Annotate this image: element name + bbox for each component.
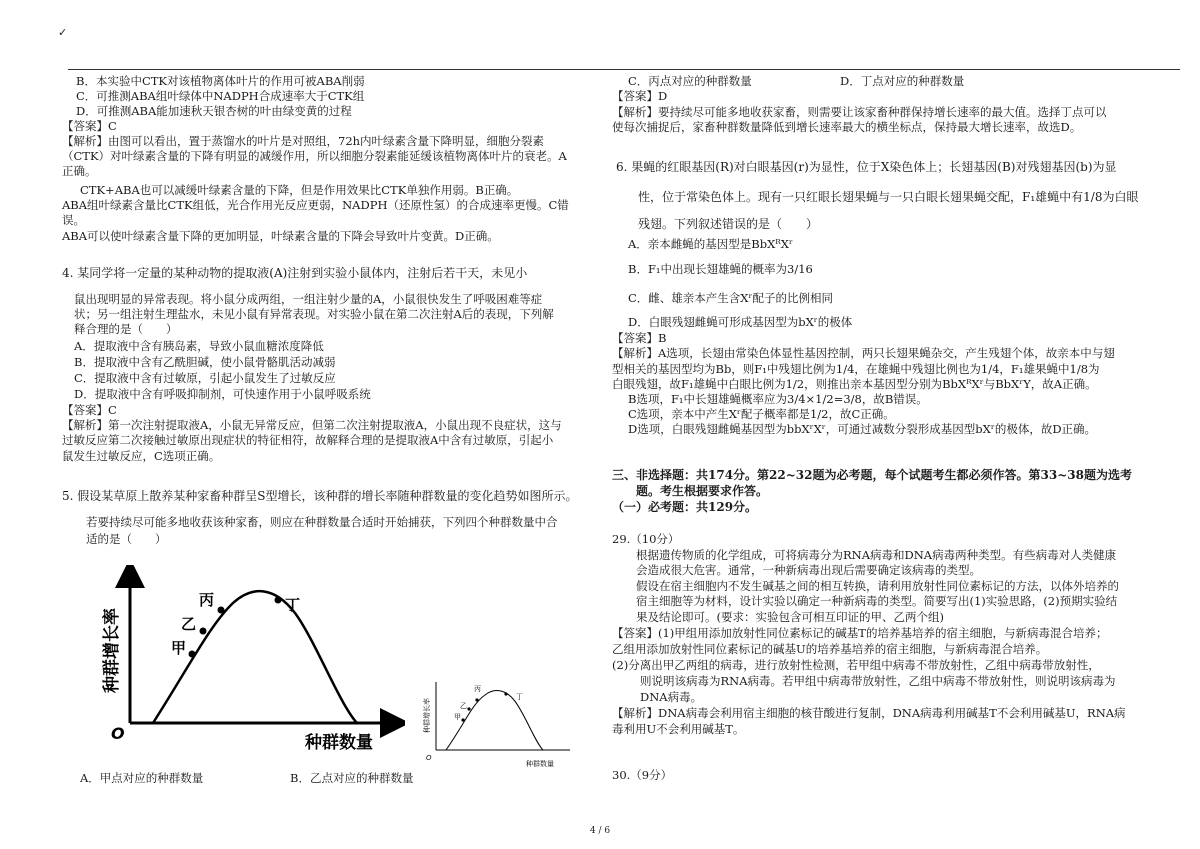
q29-analysis-line: 【解析】DNA病毒会利用宿主细胞的核苷酸进行复制，DNA病毒利用碱基T不会利用碱基U，RNA病 — [612, 706, 1126, 720]
point-bing-label: 丙 — [199, 591, 215, 609]
q29-answer: (2)分离出甲乙两组的病毒，进行放射性检测，若甲组中病毒不带放射性，乙组中病毒带放射性， — [612, 658, 1100, 672]
q4-option-a: A．提取液中含有胰岛素，导致小鼠血糖浓度降低 — [74, 339, 324, 353]
point-jia-label: 甲 — [454, 713, 461, 721]
q6-stem: 性，位于常染色体上。现有一只红眼长翅果蝇与一只白眼长翅果蝇交配，F₁雄蝇中有1/8为白眼 — [638, 190, 1139, 204]
q6-option-d: D．白眼残翅雌蝇可形成基因型为bXʳ的极体 — [628, 315, 853, 329]
y-axis-label: 种群增长率 — [423, 698, 431, 733]
point-yi-marker — [200, 628, 207, 635]
q29-heading: 29.（10分） — [612, 532, 680, 546]
q6-option-c: C．雌、雄亲本产生含Xʳ配子的比例相同 — [628, 291, 833, 305]
q6-analysis-line: 白眼残翅，故F₁雄蝇中白眼比例为1/2，则推出亲本基因型分别为BbXᴿXʳ与BbXʳY，故A正确。 — [612, 377, 1097, 391]
q5-stem: 适的是（ ） — [86, 532, 167, 546]
q3-analysis-line: 正确。 — [62, 164, 97, 178]
page-number: 4 / 6 — [589, 826, 611, 836]
q5-analysis-line: 【解析】要持续尽可能多地收获家畜，则需要让该家畜种群保持增长速率的最大值。选择丁点可以 — [612, 105, 1107, 119]
point-ding-label: 丁 — [516, 693, 523, 701]
q5-analysis-line: 使每次捕捉后，家畜种群数量降低到增长速率最大的横坐标点，保持最大增长速率，故选D。 — [612, 120, 1082, 134]
point-jia-marker — [461, 718, 464, 721]
q5-answer: 【答案】D — [612, 89, 668, 103]
q6-answer: 【答案】B — [612, 331, 667, 345]
q4-stem: 鼠出现明显的异常表现。将小鼠分成两组，一组注射少量的A，小鼠很快发生了呼吸困难等症 — [74, 292, 543, 306]
point-ding-label: 丁 — [285, 596, 301, 614]
section-heading: 题。考生根据要求作答。 — [636, 484, 769, 498]
origin-label: O — [426, 754, 432, 762]
point-ding-marker — [504, 692, 507, 695]
q6-analysis-line: 型相关的基因型均为Bb，则F₁中残翅比例为1/4，在雄蝇中残翅比例也为1/4，F₁雄果蝇中1/8为 — [612, 362, 1100, 376]
x-axis-label: 种群数量 — [526, 760, 554, 768]
q29-answer: 【答案】(1)甲组用添加放射性同位素标记的碱基T的培养基培养的宿主细胞，与新病毒混合培养； — [612, 626, 1108, 640]
q4-analysis-line: 鼠发生过敏反应，C选项正确。 — [62, 449, 221, 463]
q5-option-c: C．丙点对应的种群数量 — [628, 74, 752, 88]
q3-analysis-line: （CTK）对叶绿素含量的下降有明显的减缓作用，所以细胞分裂素能延缓该植物离体叶片的衰老。A — [62, 149, 567, 163]
q6-analysis-line: D选项，白眼残翅雌蝇基因型为bbXʳXʳ，可通过减数分裂形成基因型bXʳ的极体，故D正确。 — [628, 422, 1097, 436]
q6-analysis-line: B选项，F₁中长翅雄蝇概率应为3/4×1/2=3/8，故B错误。 — [628, 392, 928, 406]
point-ding-marker — [275, 597, 282, 604]
q6-analysis-line: C选项，亲本中产生Xʳ配子概率都是1/2，故C正确。 — [628, 407, 895, 421]
q29-answer: 则说明该病毒为RNA病毒。若甲组中病毒带放射性，乙组中病毒不带放射性，则说明该病毒为 — [640, 674, 1116, 688]
q4-stem: 状；另一组注射生理盐水，未见小鼠有异常表现。对实验小鼠在第二次注射A后的表现，下列解 — [74, 307, 554, 321]
q4-option-c: C．提取液中含有过敏原，引起小鼠发生了过敏反应 — [74, 371, 336, 385]
q6-option-a: A．亲本雌蝇的基因型是BbXᴿXʳ — [628, 237, 793, 251]
checkmark: ✓ — [58, 26, 68, 39]
section-subheading: （一）必考题：共129分。 — [612, 500, 758, 514]
point-bing-label: 丙 — [474, 685, 481, 693]
q30-heading: 30.（9分） — [612, 768, 673, 782]
q5-option-d: D．丁点对应的种群数量 — [840, 74, 965, 88]
q6-analysis-line: 【解析】A选项，长翅由常染色体显性基因控制，两只长翅果蝇杂交，产生残翅个体，故亲本中与翅 — [612, 346, 1115, 360]
growth-rate-chart-large — [95, 565, 405, 755]
q6-stem: 残翅。下列叙述错误的是（ ） — [638, 217, 819, 231]
q4-analysis-line: 【解析】第一次注射提取液A，小鼠无异常反应，但第二次注射提取液A，小鼠出现不良症状，这与 — [62, 418, 562, 432]
q29-stem: 根据遗传物质的化学组成，可将病毒分为RNA病毒和DNA病毒两种类型。有些病毒对人类健康 — [636, 548, 1117, 562]
q4-stem: 释合理的是（ ） — [74, 322, 178, 336]
q3-option-c: C．可推测ABA组叶绿体中NADPH合成速率大于CTK组 — [76, 89, 365, 103]
q4-analysis-line: 过敏反应第二次接触过敏原出现症状的特征相符，故解释合理的是提取液A中含有过敏原，引起小 — [62, 433, 554, 447]
q4-option-d: D．提取液中含有呼吸抑制剂，可快速作用于小鼠呼吸系统 — [74, 387, 371, 401]
q29-analysis-line: 毒利用U不会利用碱基T。 — [612, 722, 745, 736]
q29-stem: 宿主细胞等为材料，设计实验以确定一种新病毒的类型。简要写出(1)实验思路，(2)预期实验结 — [636, 594, 1118, 608]
q4-option-b: B．提取液中含有乙酰胆碱，使小鼠骨骼肌活动减弱 — [74, 355, 336, 369]
q29-answer: DNA病毒。 — [640, 690, 703, 704]
point-yi-label: 乙 — [460, 702, 467, 710]
q29-stem: 果及结论即可。(要求：实验包含可相互印证的甲、乙两个组) — [636, 610, 944, 624]
q6-option-b: B．F₁中出现长翅雄蝇的概率为3/16 — [628, 262, 813, 276]
growth-rate-chart-small — [420, 678, 580, 770]
q5-stem: 若要持续尽可能多地收获该种家畜，则应在种群数量合适时开始捕获，下列四个种群数量中合 — [86, 515, 558, 529]
q3-analysis-line: 误。 — [62, 213, 85, 227]
q29-answer: 乙组用添加放射性同位素标记的碱基U的培养基培养的宿主细胞，与新病毒混合培养。 — [612, 642, 1048, 656]
q3-analysis-line: 【解析】由图可以看出，置于蒸馏水的叶片是对照组，72h内叶绿素含量下降明显，细胞分裂素 — [62, 134, 545, 148]
q3-analysis-line: CTK+ABA也可以减缓叶绿素含量的下降，但是作用效果比CTK单独作用弱。B正确。 — [80, 183, 519, 197]
q3-option-b: B．本实验中CTK对该植物离体叶片的作用可被ABA削弱 — [76, 74, 365, 88]
q29-stem: 假设在宿主细胞内不发生碱基之间的相互转换，请利用放射性同位素标记的方法，以体外培养的 — [636, 579, 1119, 593]
q4-answer: 【答案】C — [62, 403, 117, 417]
origin-label: O — [111, 724, 125, 743]
q5-option-b: B．乙点对应的种群数量 — [290, 771, 414, 785]
q3-option-d: D．可推测ABA能加速秋天银杏树的叶由绿变黄的过程 — [76, 104, 352, 118]
section-heading: 三、非选择题：共174分。第22~32题为必考题，每个试题考生都必须作答。第33~38题为选考 — [612, 468, 1132, 482]
q3-answer: 【答案】C — [62, 119, 117, 133]
q3-analysis-line: ABA组叶绿素含量比CTK组低，光合作用光反应更弱，NADPH（还原性氢）的合成速率更慢。C错 — [62, 198, 569, 212]
q3-analysis-line: ABA可以使叶绿素含量下降的更加明显，叶绿素含量的下降会导致叶片变黄。D正确。 — [62, 229, 499, 243]
point-bing-marker — [475, 698, 478, 701]
point-yi-marker — [467, 707, 470, 710]
q6-stem: 6. 果蝇的红眼基因(R)对白眼基因(r)为显性，位于X染色体上；长翅基因(B)对残翅基因(b)为显 — [616, 160, 1117, 174]
header-rule — [68, 69, 1180, 70]
point-bing-marker — [218, 607, 225, 614]
q5-option-a: A．甲点对应的种群数量 — [80, 771, 204, 785]
point-jia-marker — [189, 651, 196, 658]
point-yi-label: 乙 — [181, 615, 197, 633]
q5-stem: 5. 假设某草原上散养某种家畜种群呈S型增长，该种群的增长率随种群数量的变化趋势如图所示。 — [62, 489, 578, 503]
x-axis-label: 种群数量 — [305, 733, 373, 753]
growth-curve — [153, 591, 357, 723]
y-axis-label: 种群增长率 — [102, 608, 122, 693]
q29-stem: 会造成很大危害。通常，一种新病毒出现后需要确定该病毒的类型。 — [636, 563, 981, 577]
point-jia-label: 甲 — [171, 639, 187, 657]
q4-stem: 4. 某同学将一定量的某种动物的提取液(A)注射到实验小鼠体内，注射后若干天，未见小 — [62, 266, 528, 280]
